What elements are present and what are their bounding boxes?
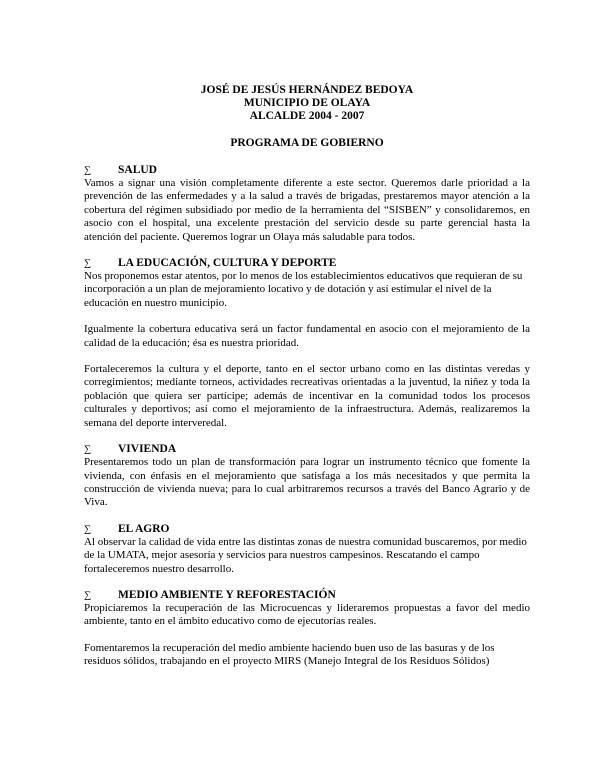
section-heading-text: MEDIO AMBIENTE Y REFORESTACIÓN <box>118 588 336 601</box>
mayor-term: ALCALDE 2004 - 2007 <box>249 110 365 122</box>
section-heading <box>84 257 530 270</box>
paragraph: Nos proponemos estar atentos, por lo menos de los establecimientos educativos que requieran de su incorporación a un plan de mejoramiento locativo y de dotación y así estimular el nivel de la educación en nuestro municipio. <box>84 270 523 309</box>
paragraph: Propiciaremos la recuperación de las Microcuencas y lideraremos propuestas a favor del medio ambiente, tanto en el ámbito educativo como de ejecutorías reales. <box>84 601 530 628</box>
section-heading <box>84 523 530 536</box>
document-header <box>84 84 530 123</box>
paragraph: Vamos a signar una visión completamente diferente a este sector. Queremos darle prioridad a la prevención de las enfermedades y a la salud a través de brigadas, prestaremos mayor atención a la cobertura del régimen subsidiado por medio de la herramienta del “SISBEN” y consolidaremos, en asocio con el hospital, una excelente prestación del servicio desde su parte gerencial hasta la atención del paciente. Queremos lograr un Olaya más saludable para todos. <box>84 177 530 243</box>
paragraph: Igualmente la cobertura educativa será un factor fundamental en asocio con el mejoramiento de la calidad de la educación; ésa es nuestra prioridad. <box>84 323 530 349</box>
section-heading-text: LA EDUCACIÓN, CULTURA Y DEPORTE <box>118 257 337 270</box>
paragraph: Presentaremos todo un plan de transformación para lograr un instrumento técnico que fomente la vivienda, con énfasis en el mejoramiento que satisfaga a los más necesitados y que permita la construcción de vivienda nueva; para lo cual arbitraremos recursos a través del Banco Agrario y de Viva. <box>84 456 530 509</box>
section-heading <box>84 443 530 456</box>
sigma-bullet-icon: ∑ <box>84 523 92 535</box>
section-heading <box>84 589 530 602</box>
paragraph: Fomentaremos la recuperación del medio ambiente haciendo buen uso de las basuras y de los residuos sólidos, trabajando en el proyecto MIRS (Manejo Integral de los Residuos Sólidos) <box>84 641 495 668</box>
section-heading-text: VIVIENDA <box>118 443 177 456</box>
section-medio-ambiente <box>84 589 530 669</box>
section-educacion <box>84 257 530 430</box>
section-agro <box>84 523 530 576</box>
sigma-bullet-icon: ∑ <box>84 444 92 456</box>
sigma-bullet-icon: ∑ <box>84 165 92 176</box>
section-salud <box>84 164 530 244</box>
section-heading-text: EL AGRO <box>118 522 170 535</box>
candidate-name: JOSÉ DE JESÚS HERNÁNDEZ BEDOYA <box>200 84 414 96</box>
section-heading <box>84 164 530 177</box>
paragraph: Al observar la calidad de vida entre las distintas zonas de nuestra comunidad buscaremos, por medio de la UMATA, mejor asesoría y servicios para nuestros campesinos. Rescatando el campo fortaleceremos nuestro desarrollo. <box>84 535 527 575</box>
program-title: PROGRAMA DE GOBIERNO <box>230 137 384 149</box>
section-vivienda <box>84 443 530 510</box>
sigma-bullet-icon: ∑ <box>84 258 92 270</box>
paragraph: Fortaleceremos la cultura y el deporte, tanto en el sector urbano como en las distintas veredas y corregimientos; mediante torneos, actividades recreativas orientadas a la juventud, la niñez y toda la población que quiera ser partícipe; además de incentivar en la comunidad todos los procesos culturales y deportivos; así como el mejoramiento de la infraestructura. Además, realizaremos la semana del deporte interveredal. <box>84 363 530 429</box>
sigma-bullet-icon: ∑ <box>84 589 92 601</box>
section-heading-text: SALUD <box>118 164 157 176</box>
municipality-name: MUNICIPIO DE OLAYA <box>243 97 371 109</box>
